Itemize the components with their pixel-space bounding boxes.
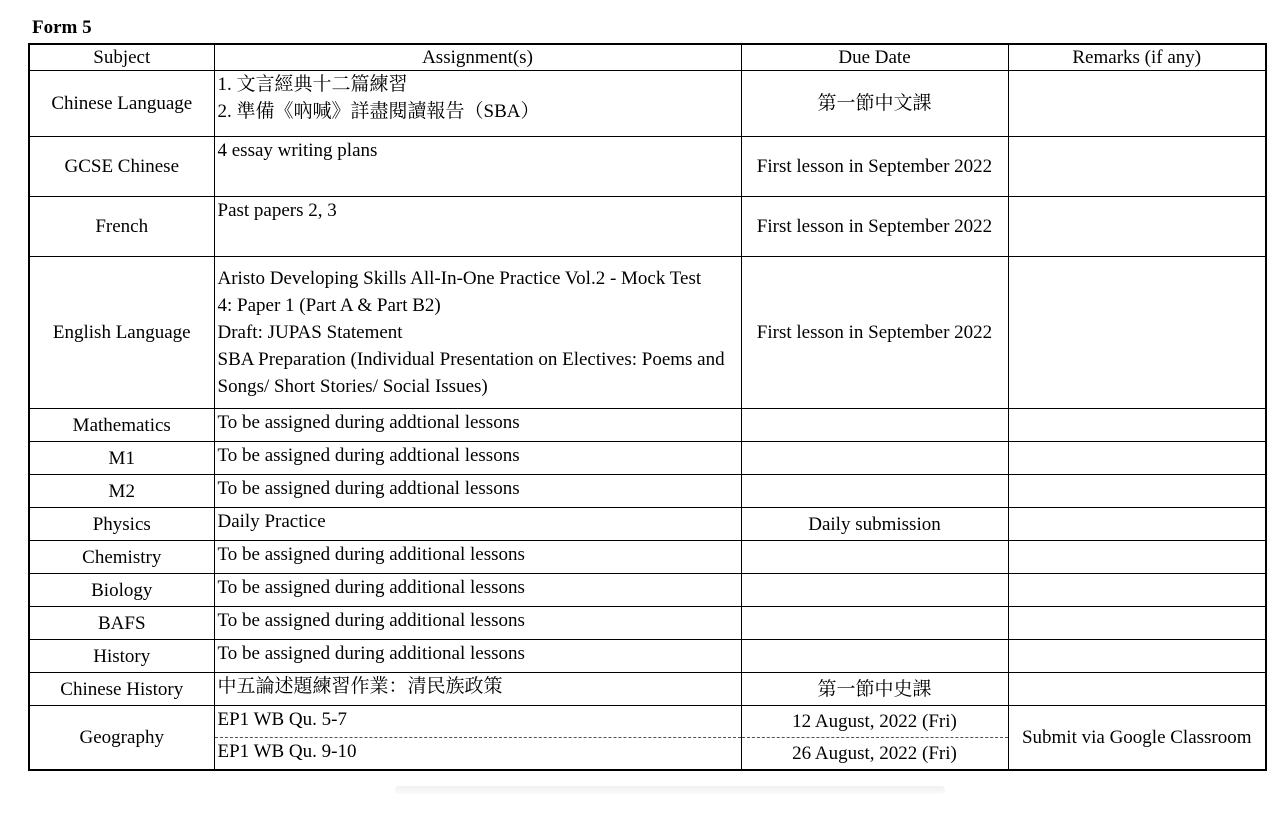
assignments-column-header: Assignment(s): [214, 44, 741, 71]
assignment-cell: To be assigned during addtional lessons: [214, 475, 741, 508]
due-date-cell: Daily submission: [741, 508, 1008, 541]
table-row: [29, 508, 1266, 541]
due-date-cell: 第一節中史課: [741, 673, 1008, 706]
assignment-cell: 中五論述題練習作業：清民族政策: [214, 673, 741, 706]
subject-cell: English Language: [29, 257, 214, 409]
assignment-cell: Daily Practice: [214, 508, 741, 541]
due-date-cell: [741, 640, 1008, 673]
subject-cell: Physics: [29, 508, 214, 541]
due-date-column-header: Due Date: [741, 44, 1008, 71]
remarks-column-header: Remarks (if any): [1008, 44, 1266, 71]
assignment-cell: To be assigned during addtional lessons: [214, 442, 741, 475]
subject-cell: M2: [29, 475, 214, 508]
assignment-cell: To be assigned during additional lessons: [214, 640, 741, 673]
assignment-line: 2. 準備《吶喊》詳盡閱讀報告（SBA）: [217, 101, 540, 122]
due-date-cell: First lesson in September 2022: [741, 257, 1008, 409]
table-row: [29, 475, 1266, 508]
due-date-cell: First lesson in September 2022: [741, 137, 1008, 197]
remarks-cell: [1008, 508, 1266, 541]
due-date-cell: 26 August, 2022 (Fri): [741, 738, 1008, 770]
assignment-cell: To be assigned during additional lessons: [214, 541, 741, 574]
due-date-cell: [741, 607, 1008, 640]
assignment-line: Aristo Developing Skills All-In-One Practice Vol.2 - Mock Test: [217, 268, 702, 289]
assignment-line: SBA Preparation (Individual Presentation on Electives: Poems and: [217, 349, 725, 370]
table-row: [29, 673, 1266, 706]
assignment-cell: [214, 197, 741, 257]
due-date-cell: [741, 574, 1008, 607]
remarks-cell: Submit via Google Classroom: [1008, 706, 1266, 770]
remarks-cell: [1008, 475, 1266, 508]
table-row: [29, 640, 1266, 673]
remarks-cell: [1008, 409, 1266, 442]
table-row: [29, 197, 1266, 257]
assignment-cell: [214, 71, 741, 137]
subject-cell: French: [29, 197, 214, 257]
assignment-line: Songs/ Short Stories/ Social Issues): [217, 376, 488, 397]
table-row: [29, 71, 1266, 137]
assignment-line: Past papers 2, 3: [217, 200, 337, 221]
form-title: Form 5: [32, 17, 92, 38]
due-date-cell: 12 August, 2022 (Fri): [741, 706, 1008, 738]
assignment-cell: EP1 WB Qu. 5-7: [214, 706, 741, 738]
due-date-cell: [741, 442, 1008, 475]
remarks-cell: [1008, 257, 1266, 409]
page-shadow-divider: [395, 786, 945, 794]
remarks-cell: [1008, 442, 1266, 475]
subject-cell: M1: [29, 442, 214, 475]
table-row: [29, 706, 1266, 738]
remarks-cell: [1008, 574, 1266, 607]
assignment-line: Draft: JUPAS Statement: [217, 322, 403, 343]
remarks-cell: [1008, 197, 1266, 257]
assignment-cell: To be assigned during addtional lessons: [214, 409, 741, 442]
due-date-cell: 第一節中文課: [741, 71, 1008, 137]
due-date-cell: [741, 475, 1008, 508]
subject-cell: BAFS: [29, 607, 214, 640]
table-row: [29, 409, 1266, 442]
assignment-line: 4: Paper 1 (Part A & Part B2): [217, 295, 441, 316]
assignment-cell: [214, 137, 741, 197]
due-date-cell: [741, 409, 1008, 442]
remarks-cell: [1008, 607, 1266, 640]
remarks-cell: [1008, 673, 1266, 706]
subject-cell: GCSE Chinese: [29, 137, 214, 197]
due-date-cell: [741, 541, 1008, 574]
table-row: [29, 442, 1266, 475]
assignment-line: 4 essay writing plans: [217, 140, 378, 161]
assignment-line: 1. 文言經典十二篇練習: [217, 74, 408, 95]
assignment-cell: EP1 WB Qu. 9-10: [214, 738, 741, 770]
subject-cell: Chemistry: [29, 541, 214, 574]
assignment-cell: To be assigned during additional lessons: [214, 607, 741, 640]
assignment-cell: To be assigned during additional lessons: [214, 574, 741, 607]
remarks-cell: [1008, 71, 1266, 137]
table-row: [29, 137, 1266, 197]
subject-cell: Biology: [29, 574, 214, 607]
table-row: [29, 257, 1266, 409]
subject-cell: History: [29, 640, 214, 673]
due-date-cell: First lesson in September 2022: [741, 197, 1008, 257]
subject-cell: Chinese History: [29, 673, 214, 706]
assignment-table: [28, 43, 1267, 771]
table-header-row: [29, 44, 1266, 71]
remarks-cell: [1008, 640, 1266, 673]
subject-cell: Geography: [29, 706, 214, 770]
table-row: [29, 541, 1266, 574]
remarks-cell: [1008, 541, 1266, 574]
table-row: [29, 607, 1266, 640]
subject-column-header: Subject: [29, 44, 214, 71]
assignment-cell: [214, 257, 741, 409]
remarks-cell: [1008, 137, 1266, 197]
subject-cell: Chinese Language: [29, 71, 214, 137]
subject-cell: Mathematics: [29, 409, 214, 442]
table-row: [29, 574, 1266, 607]
